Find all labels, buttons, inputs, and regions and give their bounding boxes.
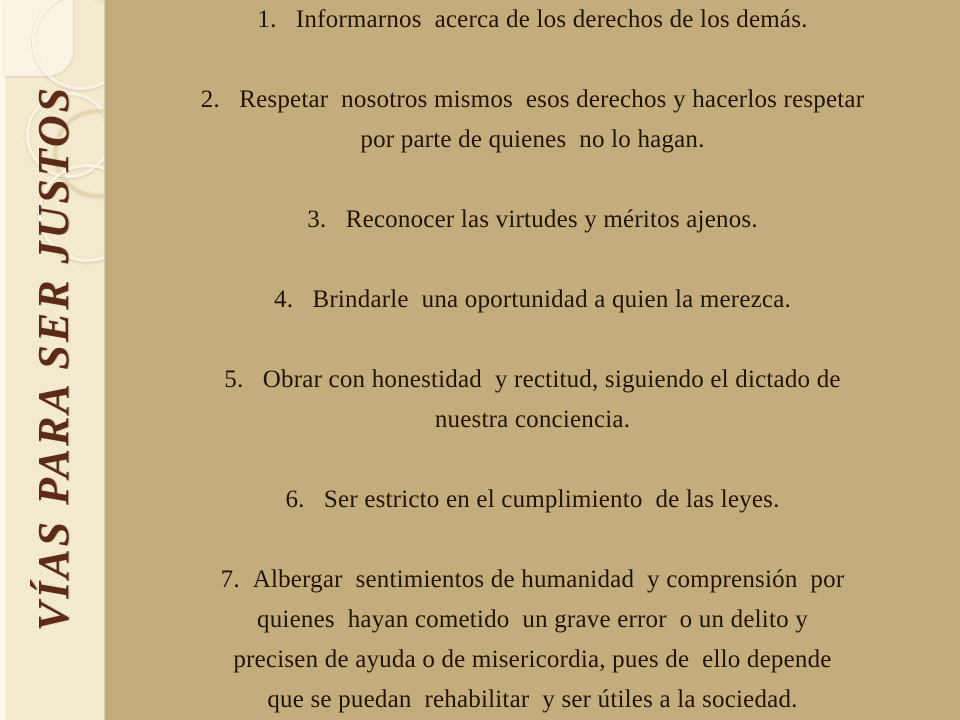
list-item [117,560,948,720]
numbered-list [105,0,960,720]
list-item [117,200,948,240]
list-item-line: 1. Informarnos acerca de los derechos de los demás. [257,6,808,33]
list-item-line: 2. Respetar nosotros mismos esos derechos y hacerlos respetar [200,86,865,113]
list-item-line: por parte de quienes no lo hagan. [360,126,705,153]
list-item-line: nuestra conciencia. [434,406,631,433]
list-item [117,0,948,40]
sidebar-edge-strip [0,0,5,720]
list-item-line: 7. Albergar sentimientos de humanidad y comprensión por [220,566,845,593]
list-item-line: 6. Ser estricto en el cumplimiento de las leyes. [285,486,780,513]
list-item-line: 5. Obrar con honestidad y rectitud, siguiendo el dictado de [224,366,841,393]
list-item-line: 4. Brindarle una oportunidad a quien la merezca. [274,286,791,313]
list-item [117,80,948,160]
list-item [117,360,948,440]
slide-title: VÍAS PARA SER JUSTOS [29,84,78,632]
list-item-line: que se puedan rehabilitar y ser útiles a la sociedad. [267,686,798,713]
circle-ornament [32,0,105,90]
list-item-line: precisen de ayuda o de misericordia, pues de ello depende [233,646,832,673]
list-item [117,280,948,320]
list-item-line: quienes hayan cometido un grave error o un delito y [257,606,808,633]
list-item [117,480,948,520]
list-item-line: 3. Reconocer las virtudes y méritos ajenos. [307,206,758,233]
